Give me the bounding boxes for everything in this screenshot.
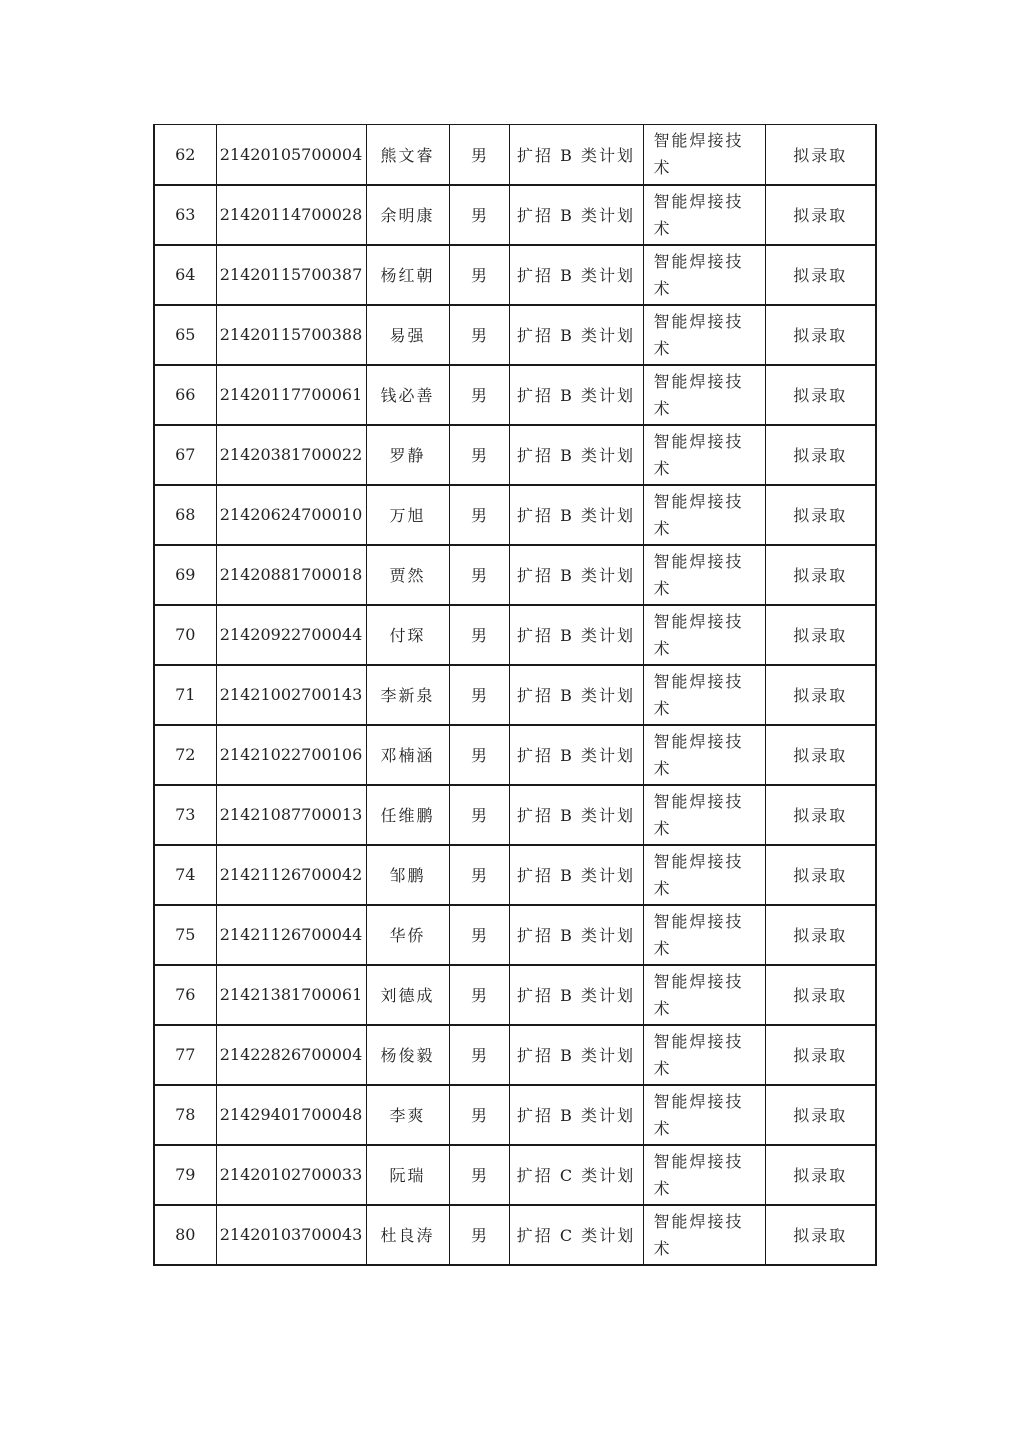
cell-name: 邓楠涵 bbox=[366, 725, 449, 785]
cell-id: 21421126700044 bbox=[216, 905, 366, 965]
cell-gender: 男 bbox=[449, 725, 509, 785]
cell-name: 杨俊毅 bbox=[366, 1025, 449, 1085]
cell-gender: 男 bbox=[449, 605, 509, 665]
cell-status: 拟录取 bbox=[765, 125, 876, 185]
table-row bbox=[154, 545, 876, 605]
cell-id: 21420117700061 bbox=[216, 365, 366, 425]
cell-gender: 男 bbox=[449, 965, 509, 1025]
table-row bbox=[154, 725, 876, 785]
cell-major: 智能焊接技术 bbox=[643, 485, 765, 545]
cell-no: 62 bbox=[154, 125, 216, 185]
cell-major: 智能焊接技术 bbox=[643, 125, 765, 185]
cell-gender: 男 bbox=[449, 1025, 509, 1085]
cell-id: 21420115700387 bbox=[216, 245, 366, 305]
cell-id: 21420115700388 bbox=[216, 305, 366, 365]
cell-gender: 男 bbox=[449, 665, 509, 725]
cell-name: 易强 bbox=[366, 305, 449, 365]
cell-no: 74 bbox=[154, 845, 216, 905]
cell-name: 李爽 bbox=[366, 1085, 449, 1145]
cell-status: 拟录取 bbox=[765, 1205, 876, 1265]
cell-status: 拟录取 bbox=[765, 665, 876, 725]
cell-name: 刘德成 bbox=[366, 965, 449, 1025]
cell-id: 21421087700013 bbox=[216, 785, 366, 845]
cell-no: 70 bbox=[154, 605, 216, 665]
cell-plan: 扩招 B 类计划 bbox=[509, 1025, 643, 1085]
table-row bbox=[154, 305, 876, 365]
cell-id: 21422826700004 bbox=[216, 1025, 366, 1085]
cell-id: 21420103700043 bbox=[216, 1205, 366, 1265]
cell-major: 智能焊接技术 bbox=[643, 1145, 765, 1205]
cell-major: 智能焊接技术 bbox=[643, 365, 765, 425]
cell-gender: 男 bbox=[449, 365, 509, 425]
cell-plan: 扩招 B 类计划 bbox=[509, 245, 643, 305]
cell-major: 智能焊接技术 bbox=[643, 965, 765, 1025]
cell-status: 拟录取 bbox=[765, 185, 876, 245]
cell-name: 余明康 bbox=[366, 185, 449, 245]
cell-no: 79 bbox=[154, 1145, 216, 1205]
cell-id: 21420881700018 bbox=[216, 545, 366, 605]
cell-name: 杨红朝 bbox=[366, 245, 449, 305]
cell-no: 68 bbox=[154, 485, 216, 545]
cell-no: 75 bbox=[154, 905, 216, 965]
table-row bbox=[154, 965, 876, 1025]
cell-name: 杜良涛 bbox=[366, 1205, 449, 1265]
cell-no: 63 bbox=[154, 185, 216, 245]
cell-id: 21421126700042 bbox=[216, 845, 366, 905]
table-row bbox=[154, 605, 876, 665]
cell-plan: 扩招 B 类计划 bbox=[509, 125, 643, 185]
cell-major: 智能焊接技术 bbox=[643, 725, 765, 785]
cell-major: 智能焊接技术 bbox=[643, 665, 765, 725]
cell-no: 72 bbox=[154, 725, 216, 785]
cell-plan: 扩招 B 类计划 bbox=[509, 1085, 643, 1145]
cell-id: 21421381700061 bbox=[216, 965, 366, 1025]
cell-plan: 扩招 B 类计划 bbox=[509, 365, 643, 425]
table-row bbox=[154, 425, 876, 485]
cell-plan: 扩招 B 类计划 bbox=[509, 305, 643, 365]
cell-no: 80 bbox=[154, 1205, 216, 1265]
cell-status: 拟录取 bbox=[765, 785, 876, 845]
cell-status: 拟录取 bbox=[765, 365, 876, 425]
cell-no: 65 bbox=[154, 305, 216, 365]
table-row bbox=[154, 245, 876, 305]
cell-no: 67 bbox=[154, 425, 216, 485]
table-body bbox=[154, 125, 876, 1265]
table-row bbox=[154, 905, 876, 965]
cell-gender: 男 bbox=[449, 125, 509, 185]
cell-no: 78 bbox=[154, 1085, 216, 1145]
cell-major: 智能焊接技术 bbox=[643, 845, 765, 905]
cell-no: 71 bbox=[154, 665, 216, 725]
table-row bbox=[154, 485, 876, 545]
cell-status: 拟录取 bbox=[765, 905, 876, 965]
cell-id: 21420114700028 bbox=[216, 185, 366, 245]
cell-plan: 扩招 B 类计划 bbox=[509, 845, 643, 905]
cell-plan: 扩招 B 类计划 bbox=[509, 485, 643, 545]
cell-status: 拟录取 bbox=[765, 485, 876, 545]
cell-name: 万旭 bbox=[366, 485, 449, 545]
cell-status: 拟录取 bbox=[765, 725, 876, 785]
cell-gender: 男 bbox=[449, 185, 509, 245]
cell-name: 钱必善 bbox=[366, 365, 449, 425]
cell-plan: 扩招 B 类计划 bbox=[509, 545, 643, 605]
cell-gender: 男 bbox=[449, 1145, 509, 1205]
cell-no: 73 bbox=[154, 785, 216, 845]
cell-no: 77 bbox=[154, 1025, 216, 1085]
cell-gender: 男 bbox=[449, 845, 509, 905]
cell-plan: 扩招 B 类计划 bbox=[509, 905, 643, 965]
cell-major: 智能焊接技术 bbox=[643, 425, 765, 485]
cell-no: 69 bbox=[154, 545, 216, 605]
cell-major: 智能焊接技术 bbox=[643, 1085, 765, 1145]
cell-name: 邹鹏 bbox=[366, 845, 449, 905]
cell-status: 拟录取 bbox=[765, 1085, 876, 1145]
table-row bbox=[154, 1025, 876, 1085]
cell-no: 64 bbox=[154, 245, 216, 305]
cell-status: 拟录取 bbox=[765, 965, 876, 1025]
table-row bbox=[154, 665, 876, 725]
table-row bbox=[154, 1085, 876, 1145]
cell-major: 智能焊接技术 bbox=[643, 245, 765, 305]
cell-gender: 男 bbox=[449, 425, 509, 485]
table-row bbox=[154, 185, 876, 245]
cell-id: 21420624700010 bbox=[216, 485, 366, 545]
cell-name: 李新泉 bbox=[366, 665, 449, 725]
cell-name: 熊文睿 bbox=[366, 125, 449, 185]
cell-gender: 男 bbox=[449, 245, 509, 305]
cell-gender: 男 bbox=[449, 545, 509, 605]
cell-id: 21420102700033 bbox=[216, 1145, 366, 1205]
cell-status: 拟录取 bbox=[765, 1025, 876, 1085]
table-row bbox=[154, 1205, 876, 1265]
cell-no: 76 bbox=[154, 965, 216, 1025]
cell-id: 21421002700143 bbox=[216, 665, 366, 725]
cell-name: 华侨 bbox=[366, 905, 449, 965]
cell-plan: 扩招 B 类计划 bbox=[509, 785, 643, 845]
cell-name: 贾然 bbox=[366, 545, 449, 605]
admission-table bbox=[153, 124, 877, 1266]
cell-plan: 扩招 C 类计划 bbox=[509, 1145, 643, 1205]
table-row bbox=[154, 125, 876, 185]
cell-id: 21420105700004 bbox=[216, 125, 366, 185]
cell-major: 智能焊接技术 bbox=[643, 605, 765, 665]
cell-major: 智能焊接技术 bbox=[643, 785, 765, 845]
cell-id: 21420922700044 bbox=[216, 605, 366, 665]
table-row bbox=[154, 365, 876, 425]
cell-id: 21420381700022 bbox=[216, 425, 366, 485]
cell-status: 拟录取 bbox=[765, 545, 876, 605]
cell-plan: 扩招 B 类计划 bbox=[509, 185, 643, 245]
cell-id: 21429401700048 bbox=[216, 1085, 366, 1145]
cell-major: 智能焊接技术 bbox=[643, 185, 765, 245]
cell-plan: 扩招 B 类计划 bbox=[509, 725, 643, 785]
cell-status: 拟录取 bbox=[765, 245, 876, 305]
cell-gender: 男 bbox=[449, 785, 509, 845]
cell-status: 拟录取 bbox=[765, 305, 876, 365]
cell-status: 拟录取 bbox=[765, 605, 876, 665]
cell-no: 66 bbox=[154, 365, 216, 425]
cell-status: 拟录取 bbox=[765, 425, 876, 485]
cell-gender: 男 bbox=[449, 905, 509, 965]
cell-gender: 男 bbox=[449, 485, 509, 545]
cell-name: 阮瑞 bbox=[366, 1145, 449, 1205]
cell-major: 智能焊接技术 bbox=[643, 545, 765, 605]
table-row bbox=[154, 845, 876, 905]
cell-status: 拟录取 bbox=[765, 845, 876, 905]
cell-major: 智能焊接技术 bbox=[643, 1205, 765, 1265]
cell-plan: 扩招 C 类计划 bbox=[509, 1205, 643, 1265]
cell-status: 拟录取 bbox=[765, 1145, 876, 1205]
table-row bbox=[154, 785, 876, 845]
cell-major: 智能焊接技术 bbox=[643, 905, 765, 965]
table-row bbox=[154, 1145, 876, 1205]
cell-major: 智能焊接技术 bbox=[643, 1025, 765, 1085]
cell-plan: 扩招 B 类计划 bbox=[509, 605, 643, 665]
cell-gender: 男 bbox=[449, 1085, 509, 1145]
cell-name: 付琛 bbox=[366, 605, 449, 665]
cell-gender: 男 bbox=[449, 1205, 509, 1265]
cell-id: 21421022700106 bbox=[216, 725, 366, 785]
cell-plan: 扩招 B 类计划 bbox=[509, 965, 643, 1025]
cell-name: 罗静 bbox=[366, 425, 449, 485]
cell-name: 任维鹏 bbox=[366, 785, 449, 845]
cell-gender: 男 bbox=[449, 305, 509, 365]
cell-plan: 扩招 B 类计划 bbox=[509, 425, 643, 485]
cell-major: 智能焊接技术 bbox=[643, 305, 765, 365]
cell-plan: 扩招 B 类计划 bbox=[509, 665, 643, 725]
